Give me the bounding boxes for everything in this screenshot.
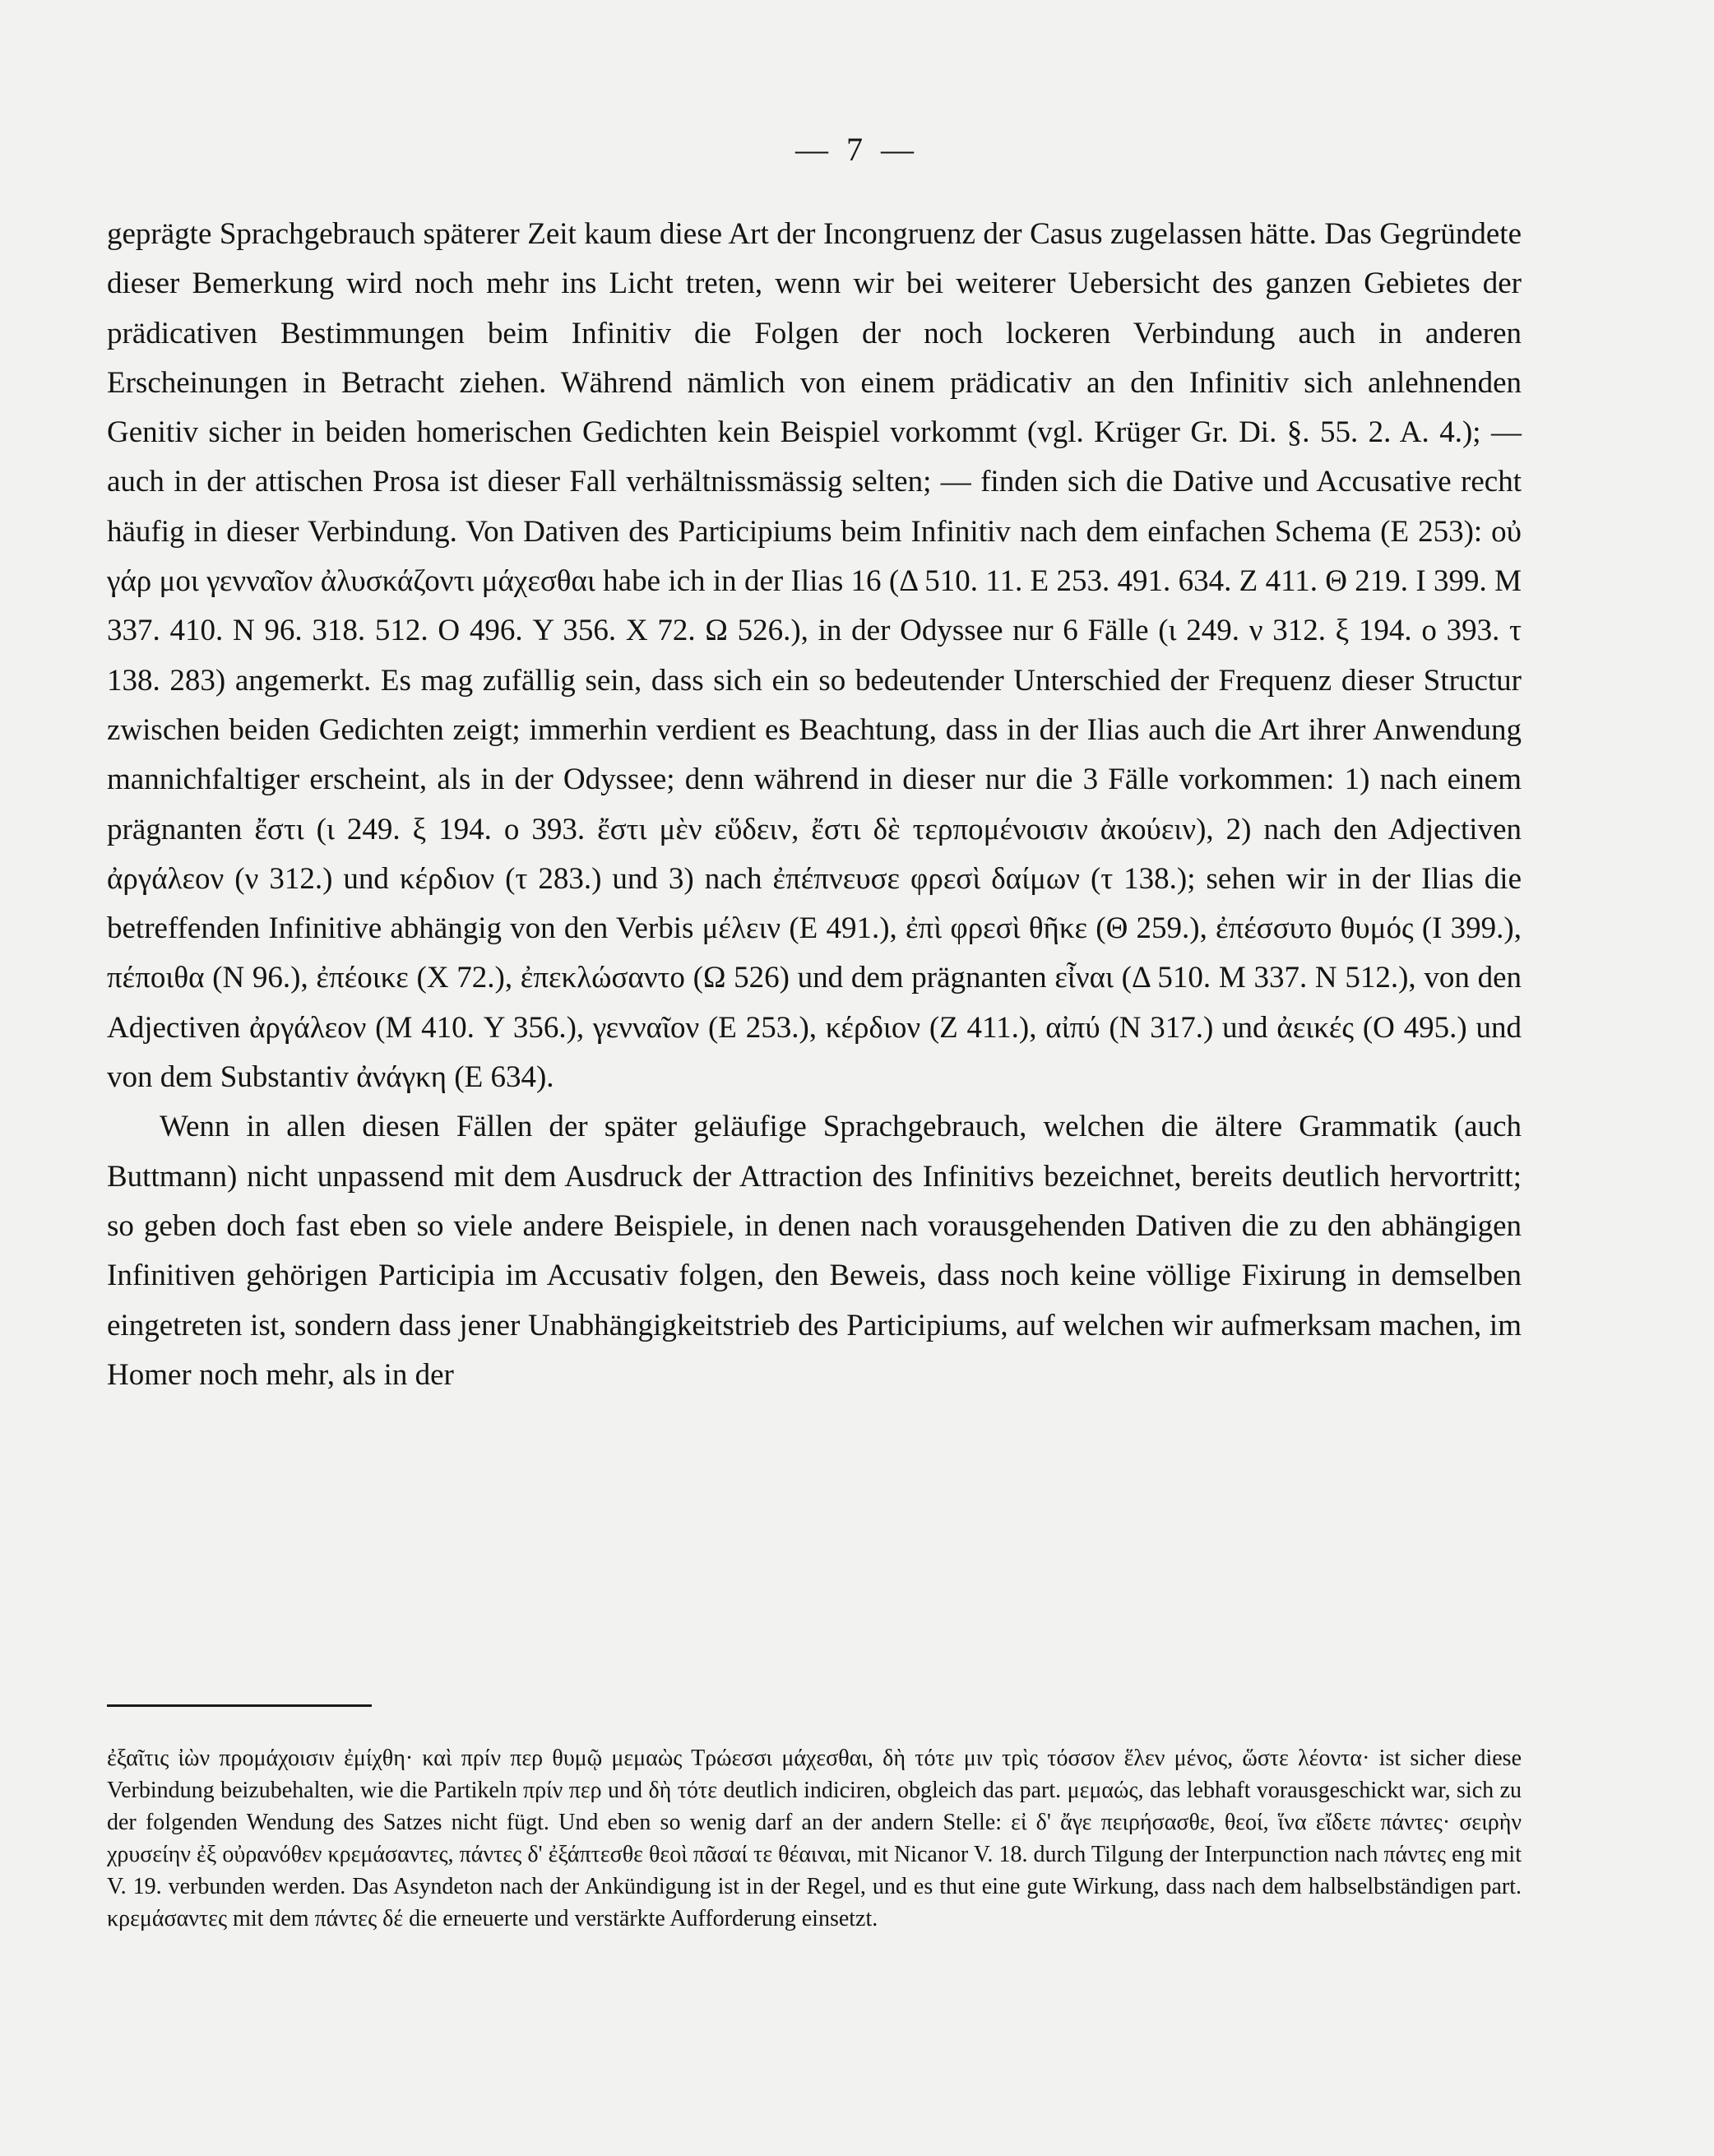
footnote-text: ἐξαῖτις ἰὼν προμάχοισιν ἐμίχθη· καὶ πρίν περ θυμῷ μεμαὼς Τρώεσσι μάχεσθαι, δὴ τότε μιν τρὶς τόσσον ἕλεν μένος, ὥστε λέοντα· ist sicher diese Verbindung beizubehalten, wie die Partikeln πρίν περ und δὴ τότε deutlich indiciren, obgleich das part. μεμαώς, das lebhaft vorausgeschickt war, sich zu der folgenden Wendung des Satzes nicht fügt. Und eben so wenig darf an der andern Stelle: εἰ δ' ἄγε πειρήσασθε, θεοί, ἵνα εἴδετε πάντες· σειρὴν χρυσείην ἐξ οὐρανόθεν κρεμάσαντες, πάντες δ' ἐξάπτεσθε θεοὶ πᾶσαί τε θέαιναι, mit Nicanor V. 18. durch Tilgung der Interpunction nach πάντες eng mit V. 19. verbunden werden. Das Asyndeton nach der Ankündigung ist in der Regel, und es thut eine gute Wirkung, dass nach dem halbselbständigen part. κρεμάσαντες mit dem πάντες δέ die erneuerte und verstärkte Aufforderung einsetzt. [107,1746,1522,1931]
footnote-divider [107,1704,372,1707]
paragraph-2: Wenn in allen diesen Fällen der später geläufige Sprachgebrauch, welchen die ältere Grammatik (auch Buttmann) nicht unpassend mit dem Ausdruck der Attraction des Infinitivs bezeichnet, bereits deutlich hervortritt; so geben doch fast eben so viele andere Beispiele, in denen nach vorausgehenden Dativen die zu den abhängigen Infinitiven gehörigen Participia im Accusativ folgen, den Beweis, dass noch keine völlige Fixirung in demselben eingetreten ist, sondern dass jener Unabhängigkeitstrieb des Participiums, auf welchen wir aufmerksam machen, im Homer noch mehr, als in der [107,1110,1522,1392]
paragraph-1: geprägte Sprachgebrauch späterer Zeit kaum diese Art der Incongruenz der Casus zugelassen hätte. Das Gegründete dieser Bemerkung wird noch mehr ins Licht treten, wenn wir bei weiterer Uebersicht des ganzen Gebietes der prädicativen Bestimmungen beim Infinitiv die Folgen der noch lockeren Verbindung auch in anderen Erscheinungen in Betracht ziehen. Während nämlich von einem prädicativ an den Infinitiv sich anlehnenden Genitiv sicher in beiden homerischen Gedichten kein Beispiel vorkommt (vgl. Krüger Gr. Di. §. 55. 2. A. 4.); — auch in der attischen Prosa ist dieser Fall verhältnissmässig selten; — finden sich die Dative und Accusative recht häufig in dieser Verbindung. Von Dativen des Participiums beim Infinitiv nach dem einfachen Schema (E 253): οὐ γάρ μοι γενναῖον ἀλυσκάζοντι μάχεσθαι habe ich in der Ilias 16 (Δ 510. 11. E 253. 491. 634. Z 411. Θ 219. I 399. M 337. 410. N 96. 318. 512. O 496. Υ 356. X 72. Ω 526.), in der Odyssee nur 6 Fälle (ι 249. ν 312. ξ 194. ο 393. τ 138. 283) angemerkt. Es mag zufällig sein, dass sich ein so bedeutender Unterschied der Frequenz dieser Structur zwischen beiden Gedichten zeigt; immerhin verdient es Beachtung, dass in der Ilias auch die Art ihrer Anwendung mannichfaltiger erscheint, als in der Odyssee; denn während in dieser nur die 3 Fälle vorkommen: 1) nach einem prägnanten ἔστι (ι 249. ξ 194. ο 393. ἔστι μὲν εὕδειν, ἔστι δὲ τερπομένοισιν ἀκούειν), 2) nach den Adjectiven ἀργάλεον (ν 312.) und κέρδιον (τ 283.) und 3) nach ἐπέπνευσε φρεσὶ δαίμων (τ 138.); sehen wir in der Ilias die betreffenden Infinitive abhängig von den Verbis μέλειν (E 491.), ἐπὶ φρεσὶ θῆκε (Θ 259.), ἐπέσσυτο θυμός (I 399.), πέποιθα (N 96.), ἐπέοικε (X 72.), ἐπεκλώσαντο (Ω 526) und dem prägnanten εἶναι (Δ 510. M 337. N 512.), von den Adjectiven ἀργάλεον (M 410. Υ 356.), γενναῖον (E 253.), κέρδιον (Z 411.), αἰπύ (N 317.) und ἀεικές (O 495.) und von dem Substantiv ἀνάγκη (E 634). [107,217,1522,1095]
page-number: — 7 — [795,131,919,168]
main-text [107,210,1522,1400]
footnote [107,1742,1522,1935]
